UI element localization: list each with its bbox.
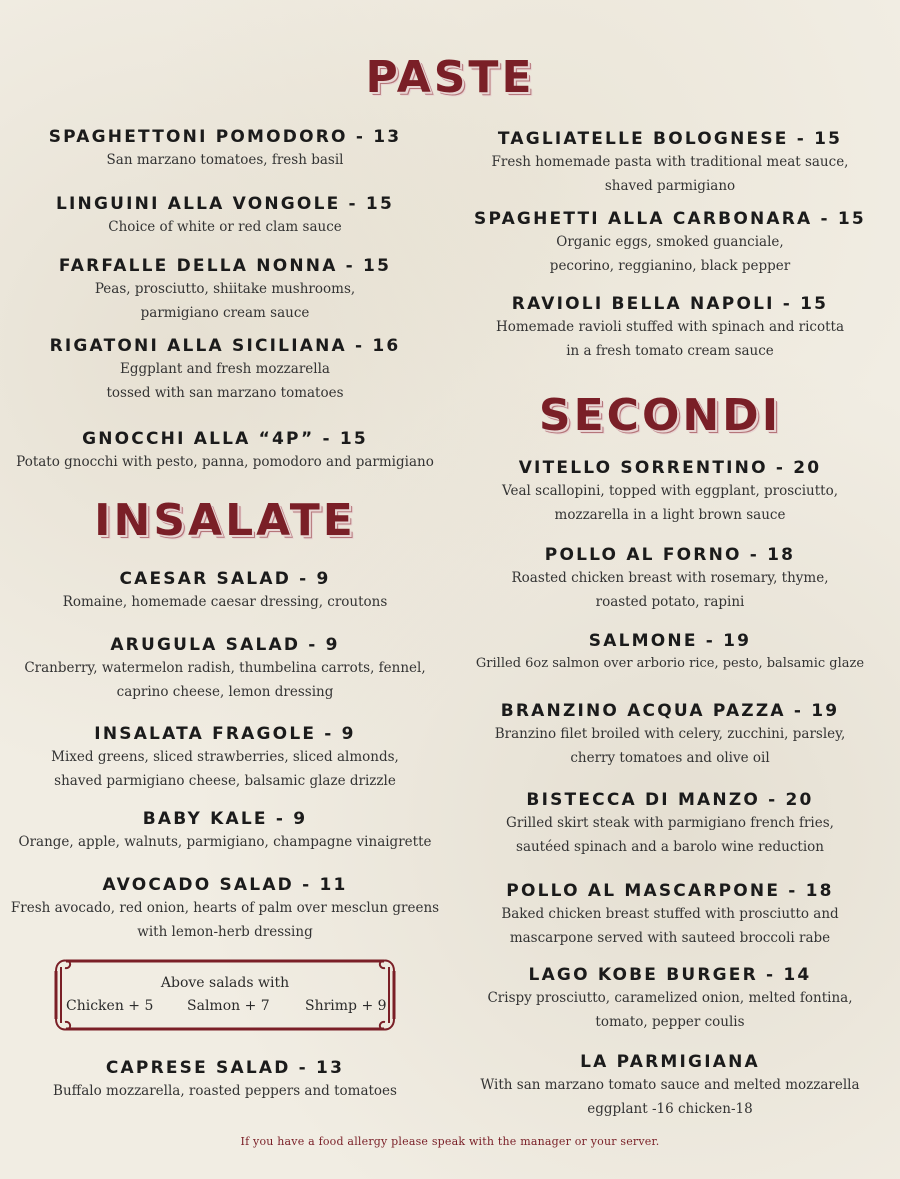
menu-item	[455, 457, 885, 527]
item-desc: Peas, prosciutto, shiitake mushrooms,	[94, 281, 356, 297]
item-name: RAVIOLI BELLA NAPOLI - 15	[511, 294, 829, 314]
item-desc: roasted potato, rapini	[595, 594, 745, 610]
item-name: CAESAR SALAD - 9	[119, 569, 331, 589]
item-name: LINGUINI ALLA VONGOLE - 15	[56, 194, 394, 214]
menu-item	[455, 544, 885, 614]
menu-item	[0, 634, 450, 704]
menu-item	[455, 128, 885, 198]
item-desc: shaved parmigiano cheese, balsamic glaze drizzle	[54, 773, 396, 789]
menu-item	[0, 874, 450, 944]
item-desc: Grilled skirt steak with parmigiano french fries,	[506, 815, 834, 831]
menu-item	[455, 630, 885, 676]
item-desc: sautéed spinach and a barolo wine reduction	[516, 839, 824, 855]
menu-item	[455, 964, 885, 1034]
item-desc: Orange, apple, walnuts, parmigiano, champagne vinaigrette	[18, 834, 432, 850]
item-desc: San marzano tomatoes, fresh basil	[106, 152, 344, 168]
menu-item	[455, 700, 885, 770]
section-title-secondi: SECONDI	[538, 390, 782, 441]
item-desc: Veal scallopini, topped with eggplant, prosciutto,	[501, 483, 839, 499]
menu-item	[0, 428, 450, 474]
item-name: SPAGHETTONI POMODORO - 13	[48, 127, 402, 147]
ornate-frame-icon	[52, 955, 398, 1035]
menu-item	[0, 568, 450, 614]
item-desc: Fresh homemade pasta with traditional meat sauce,	[491, 154, 849, 170]
addon-shrimp: Shrimp + 9	[305, 998, 387, 1014]
item-desc: Branzino filet broiled with celery, zucchini, parsley,	[494, 726, 846, 742]
item-desc: mozzarella in a light brown sauce	[554, 507, 786, 523]
item-desc: in a fresh tomato cream sauce	[566, 343, 774, 359]
item-desc: pecorino, reggianino, black pepper	[549, 258, 791, 274]
menu-item	[0, 723, 450, 793]
addons-heading: Above salads with	[160, 975, 290, 991]
item-desc: Choice of white or red clam sauce	[108, 219, 342, 235]
item-desc: Crispy prosciutto, caramelized onion, melted fontina,	[487, 990, 853, 1006]
item-desc: Organic eggs, smoked guanciale,	[556, 234, 784, 250]
menu-item	[0, 126, 450, 172]
item-desc: With san marzano tomato sauce and melted mozzarella	[480, 1077, 860, 1093]
menu-item	[0, 1057, 450, 1103]
item-name: POLLO AL FORNO - 18	[544, 545, 796, 565]
menu-item	[0, 193, 450, 239]
item-desc: shaved parmigiano	[604, 178, 736, 194]
allergy-notice: If you have a food allergy please speak with the manager or your server.	[240, 1135, 660, 1148]
item-desc: eggplant -16 chicken-18	[587, 1101, 753, 1117]
menu-item	[455, 293, 885, 363]
menu-item	[455, 208, 885, 278]
item-name: FARFALLE DELLA NONNA - 15	[58, 256, 392, 276]
item-desc: Cranberry, watermelon radish, thumbelina carrots, fennel,	[24, 660, 426, 676]
item-desc: Romaine, homemade caesar dressing, croutons	[62, 594, 388, 610]
item-desc: with lemon-herb dressing	[137, 924, 313, 940]
menu-item	[0, 255, 450, 325]
item-name: SALMONE - 19	[588, 631, 752, 651]
item-desc: Baked chicken breast stuffed with prosciutto and	[501, 906, 839, 922]
item-desc: Homemade ravioli stuffed with spinach and ricotta	[495, 319, 845, 335]
menu-item	[0, 335, 450, 405]
item-name: ARUGULA SALAD - 9	[110, 635, 340, 655]
item-name: INSALATA FRAGOLE - 9	[94, 724, 356, 744]
item-desc: tossed with san marzano tomatoes	[106, 385, 344, 401]
item-desc: cherry tomatoes and olive oil	[570, 750, 770, 766]
item-name: POLLO AL MASCARPONE - 18	[506, 881, 834, 901]
item-name: TAGLIATELLE BOLOGNESE - 15	[497, 129, 843, 149]
item-desc: Mixed greens, sliced strawberries, sliced almonds,	[51, 749, 399, 765]
item-desc: Fresh avocado, red onion, hearts of palm over mesclun greens	[10, 900, 440, 916]
item-name: CAPRESE SALAD - 13	[105, 1058, 345, 1078]
salad-addons-box	[52, 955, 398, 1035]
item-desc: parmigiano cream sauce	[140, 305, 310, 321]
section-title-paste: PASTE	[365, 52, 535, 103]
item-name: SPAGHETTI ALLA CARBONARA - 15	[474, 209, 866, 229]
item-name: VITELLO SORRENTINO - 20	[518, 458, 822, 478]
menu-item	[0, 808, 450, 854]
item-desc: Eggplant and fresh mozzarella	[120, 361, 330, 377]
menu-item	[455, 880, 885, 950]
addon-salmon: Salmon + 7	[187, 998, 270, 1014]
item-name: BRANZINO ACQUA PAZZA - 19	[500, 701, 840, 721]
item-name: LA PARMIGIANA	[580, 1052, 760, 1072]
item-desc: Roasted chicken breast with rosemary, thyme,	[511, 570, 829, 586]
menu-item	[455, 789, 885, 859]
item-name: RIGATONI ALLA SICILIANA - 16	[49, 336, 401, 356]
item-name: BISTECCA DI MANZO - 20	[526, 790, 814, 810]
item-name: LAGO KOBE BURGER - 14	[528, 965, 812, 985]
menu-item	[455, 1051, 885, 1121]
item-name: AVOCADO SALAD - 11	[102, 875, 348, 895]
item-desc: Buffalo mozzarella, roasted peppers and tomatoes	[53, 1083, 397, 1099]
item-name: GNOCCHI ALLA “4P” - 15	[82, 429, 368, 449]
addon-chicken: Chicken + 5	[66, 998, 154, 1014]
item-desc: Potato gnocchi with pesto, panna, pomodoro and parmigiano	[16, 454, 434, 470]
item-name: BABY KALE - 9	[142, 809, 308, 829]
item-desc: mascarpone served with sauteed broccoli rabe	[509, 930, 831, 946]
item-desc: Grilled 6oz salmon over arborio rice, pesto, balsamic glaze	[475, 656, 865, 671]
item-desc: tomato, pepper coulis	[595, 1014, 745, 1030]
item-desc: caprino cheese, lemon dressing	[116, 684, 334, 700]
section-title-insalate: INSALATE	[94, 495, 356, 546]
